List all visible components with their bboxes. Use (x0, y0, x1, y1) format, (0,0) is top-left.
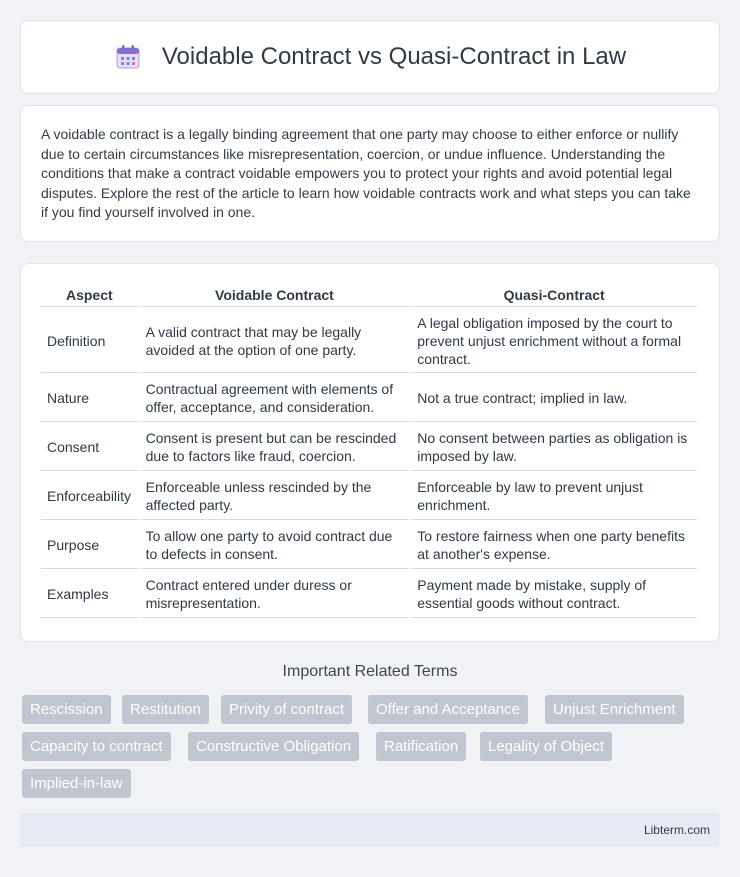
voidable-cell: Enforceable unless rescinded by the affected party. (140, 473, 410, 520)
quasi-cell: Payment made by mistake, supply of essential goods without contract. (411, 571, 697, 618)
quasi-cell: No consent between parties as obligation is imposed by law. (411, 424, 697, 471)
aspect-cell: Enforceability (41, 473, 138, 520)
table-row (41, 309, 697, 373)
voidable-cell: Contract entered under duress or misrepresentation. (140, 571, 410, 618)
comparison-table (39, 282, 699, 620)
table-row (41, 522, 697, 569)
voidable-cell: Consent is present but can be rescinded due to factors like fraud, coercion. (140, 424, 410, 471)
quasi-cell: To restore fairness when one party benefits at another's expense. (411, 522, 697, 569)
header-quasi: Quasi-Contract (411, 284, 697, 307)
tag-restitution[interactable]: Restitution (122, 695, 209, 724)
table-row (41, 571, 697, 618)
intro-text: A voidable contract is a legally binding agreement that one party may choose to either enforce or nullify due to certain circumstances like misrepresentation, coercion, or undue influence. Understanding the conditions that make a contract voidable empowers you to protect your rights and avoid potential legal disputes. Explore the rest of the article to learn how voidable contracts work and what steps you can take if you find yourself involved in one. (41, 126, 691, 220)
aspect-cell: Nature (41, 375, 138, 422)
calendar-icon (114, 43, 142, 71)
intro-card (20, 105, 720, 242)
tag-offer-and-acceptance[interactable]: Offer and Acceptance (368, 695, 528, 724)
footer (20, 813, 720, 847)
title-card (20, 20, 720, 94)
tag-ratification[interactable]: Ratification (376, 732, 466, 761)
tag-legality-of-object[interactable]: Legality of Object (480, 732, 612, 761)
aspect-cell: Examples (41, 571, 138, 618)
header-aspect: Aspect (41, 284, 138, 307)
tag-implied-in-law[interactable]: Implied-in-law (22, 769, 131, 798)
quasi-cell: Enforceable by law to prevent unjust enrichment. (411, 473, 697, 520)
table-row (41, 424, 697, 471)
aspect-cell: Definition (41, 309, 138, 373)
related-terms-heading: Important Related Terms (282, 663, 458, 680)
quasi-cell: A legal obligation imposed by the court to prevent unjust enrichment without a formal contract. (411, 309, 697, 373)
tag-privity-of-contract[interactable]: Privity of contract (221, 695, 352, 724)
tag-capacity-to-contract[interactable]: Capacity to contract (22, 732, 171, 761)
table-row (41, 473, 697, 520)
tag-constructive-obligation[interactable]: Constructive Obligation (188, 732, 359, 761)
voidable-cell: A valid contract that may be legally avoided at the option of one party. (140, 309, 410, 373)
aspect-cell: Purpose (41, 522, 138, 569)
header-voidable: Voidable Contract (140, 284, 410, 307)
tag-unjust-enrichment[interactable]: Unjust Enrichment (545, 695, 684, 724)
table-row (41, 375, 697, 422)
tag-rescission[interactable]: Rescission (22, 695, 111, 724)
footer-site-link[interactable]: Libterm.com (643, 823, 710, 837)
voidable-cell: Contractual agreement with elements of offer, acceptance, and consideration. (140, 375, 410, 422)
page-title: Voidable Contract vs Quasi-Contract in Law (161, 43, 627, 70)
aspect-cell: Consent (41, 424, 138, 471)
comparison-table-card (20, 263, 720, 642)
voidable-cell: To allow one party to avoid contract due to defects in consent. (140, 522, 410, 569)
quasi-cell: Not a true contract; implied in law. (411, 375, 697, 422)
table-header-row (41, 284, 697, 307)
